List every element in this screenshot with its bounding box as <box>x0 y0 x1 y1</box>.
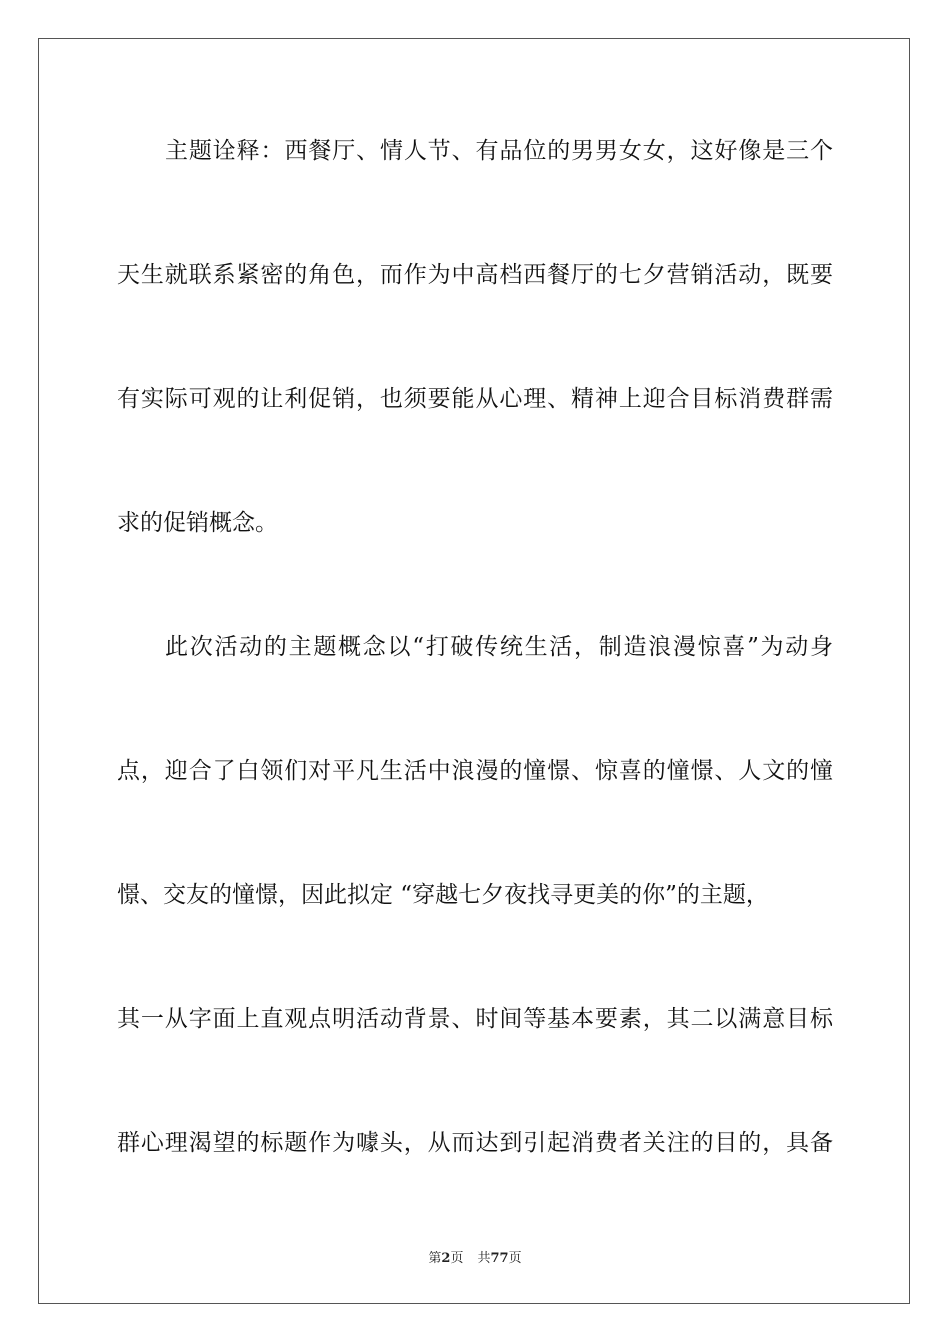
paragraph-2-line-1: 此次活动的主题概念以“打破传统生活，制造浪漫惊喜”为动身 <box>165 634 833 660</box>
page-prefix: 第 <box>428 1251 442 1266</box>
paragraph-2-line-3: 憬、交友的憧憬，因此拟定 “穿越七夕夜找寻更美的你”的主题， <box>117 882 769 908</box>
paragraph-2-line-5: 群心理渴望的标题作为噱头，从而达到引起消费者关注的目的，具备 <box>117 1130 833 1156</box>
total-prefix: 共 <box>477 1251 491 1266</box>
page-footer <box>0 1247 950 1266</box>
paragraph-1-line-1: 主题诠释：西餐厅、情人节、有品位的男男女女，这好像是三个 <box>165 138 833 164</box>
total-pages: 77 <box>490 1251 509 1266</box>
total-suffix: 页 <box>508 1251 522 1266</box>
paragraph-2-line-2: 点，迎合了白领们对平凡生活中浪漫的憧憬、惊喜的憧憬、人文的憧 <box>117 758 833 784</box>
page-suffix: 页 <box>450 1251 464 1266</box>
page-number: 2 <box>441 1251 451 1266</box>
paragraph-1-line-3: 有实际可观的让利促销，也须要能从心理、精神上迎合目标消费群需 <box>117 386 833 412</box>
paragraph-2-line-4: 其一从字面上直观点明活动背景、时间等基本要素，其二以满意目标 <box>117 1006 833 1032</box>
page-border <box>38 38 910 1304</box>
paragraph-1-line-2: 天生就联系紧密的角色，而作为中高档西餐厅的七夕营销活动，既要 <box>117 262 833 288</box>
paragraph-1-line-4: 求的促销概念。 <box>117 510 278 536</box>
